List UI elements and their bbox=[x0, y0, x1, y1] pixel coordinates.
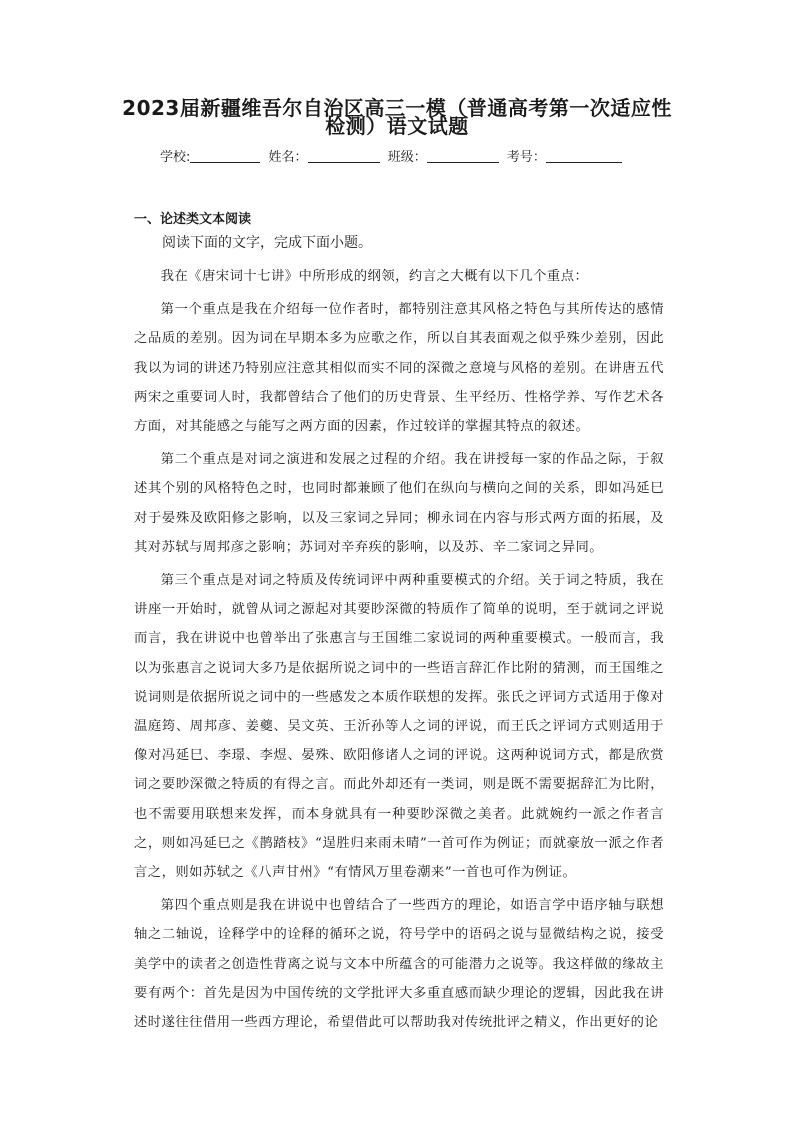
class-label: 班级： bbox=[387, 150, 427, 165]
id-blank[interactable] bbox=[546, 148, 622, 163]
passage-paragraph: 第四个重点则是我在讲说中也曾结合了一些西方的理论，如语言学中语序轴与联想轴之二轴说，诠释学中的诠释的循环之说，符号学中的语码之说与显微结构之说，接受美学中的读者之创造性背离之说与文本中所蕴含的可能潜力之说等。我这样做的缘故主要有两个：首先是因为中国传统的文学批评大多重直感而缺少理论的逻辑，因此我在讲述时遂往往借用一些西方理论，希望借此可以帮助我对传统批评之精义，作出更好的论 bbox=[134, 898, 664, 1031]
passage-paragraph: 第一个重点是我在介绍每一位作者时，都特别注意其风格之特色与其所传达的感情之品质的差别。因为词在早期本多为应歌之作，所以自其表面观之似乎殊少差别，因此我以为词的讲述乃特别应注意其相似而实不同的深微之意境与风格的差别。在讲唐五代两宋之重要词人时，我都曾结合了他们的历史背景、生平经历、性格学养、写作艺术各方面，对其能感之与能写之两方面的因素，作过较详的掌握其特点的叙述。 bbox=[134, 302, 664, 435]
school-blank[interactable] bbox=[190, 148, 260, 163]
school-label: 学校: bbox=[160, 150, 191, 165]
exam-title-line-2: 检测）语文试题 bbox=[325, 114, 469, 138]
student-info-row bbox=[160, 146, 640, 165]
exam-title-line-1: 2023届新疆维吾尔自治区高三一模（普通高考第一次适应性 bbox=[122, 96, 672, 120]
passage-paragraph: 第二个重点是对词之演进和发展之过程的介绍。我在讲授每一家的作品之际，于叙述其个别的风格特色之时，也同时都兼顾了他们在纵向与横向之间的关系，即如冯延巳对于晏殊及欧阳修之影响，以及三家词之异同；柳永词在内容与形式两方面的拓展，及其对苏轼与周邦彦之影响；苏词对辛弃疾的影响，以及苏、辛二家词之异同。 bbox=[134, 452, 664, 555]
section-instruction: 阅读下面的文字，完成下面小题。 bbox=[162, 235, 372, 251]
passage bbox=[134, 262, 664, 1041]
name-label: 姓名： bbox=[268, 150, 308, 165]
passage-paragraph: 第三个重点是对词之特质及传统词评中两种重要模式的介绍。关于词之特质，我在讲座一开始时，就曾从词之源起对其要眇深微的特质作了简单的说明，至于就词之评说而言，我在讲说中也曾举出了张惠言与王国维二家说词的两种重要模式。一般而言，我以为张惠言之说词大多乃是依据所说之词中的一些语言辞汇作比附的猜测，而王国维之说词则是依据所说之词中的一些感发之本质作联想的发挥。张氏之评词方式适用于像对温庭筠、周邦彦、姜夔、吴文英、王沂孙等人之词的评说，而王氏之评词方式则适用于像对冯延巳、李璟、李煜、晏殊、欧阳修诸人之词的评说。这两种说词方式，都是欣赏词之要眇深微之特质的有得之言。而此外却还有一类词，则是既不需要据辞汇为比附，也不需要用联想来发挥，而本身就具有一种要眇深微之美者。此就婉约一派之作者言之，则如冯延巳之《鹊踏枝》“逞胜归来雨未晴”一首可作为例证；而就豪放一派之作者言之，则如苏轼之《八声甘州》“有情风万里卷潮来”一首也可作为例证。 bbox=[134, 573, 664, 881]
section-heading: 一、论述类文本阅读 bbox=[134, 212, 252, 227]
passage-paragraph: 我在《唐宋词十七讲》中所形成的纲领，约言之大概有以下几个重点： bbox=[160, 269, 589, 284]
id-label: 考号： bbox=[506, 150, 546, 165]
class-blank[interactable] bbox=[427, 148, 499, 163]
name-blank[interactable] bbox=[308, 148, 380, 163]
